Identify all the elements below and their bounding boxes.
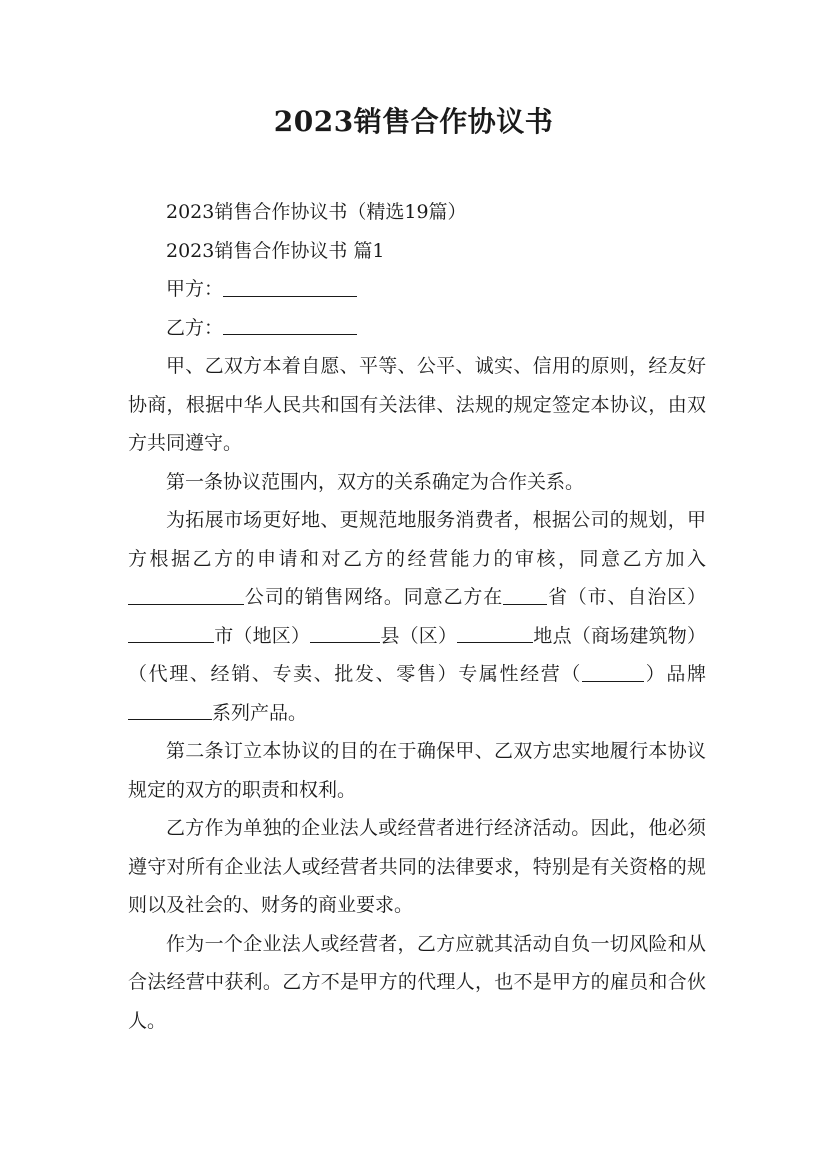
county-blank — [310, 622, 380, 643]
province-blank — [503, 584, 547, 605]
series-blank — [128, 699, 212, 720]
party-b-line — [128, 309, 706, 348]
location-blank — [457, 622, 533, 643]
expand-text-1: 为拓展市场更好地、更规范地服务消费者，根据公司的规划，甲方根据乙方的申请和对乙方的经营能力的审核，同意乙方加入 — [128, 509, 706, 570]
expand-text-8: 系列产品。 — [212, 701, 308, 724]
paragraph-article-1: 第一条协议范围内，双方的关系确定为合作关系。 — [166, 470, 585, 493]
expand-text-6: 地点（商场建筑物）（代理、经销、专卖、批发、零售）专属性经营（ — [128, 624, 706, 685]
expand-text-7: ）品牌 — [644, 663, 706, 685]
party-a-label: 甲方： — [166, 278, 224, 300]
document-subtitle: 2023销售合作协议书（精选19篇） — [166, 201, 467, 223]
city-blank — [128, 622, 214, 643]
brand-blank — [582, 661, 644, 682]
section-heading: 2023销售合作协议书 篇1 — [166, 239, 385, 262]
paragraph-principle: 甲、乙双方本着自愿、平等、公平、诚实、信用的原则，经友好协商，根据中华人民共和国有关法律、法规的规定签定本协议，由双方共同遵守。 — [128, 355, 706, 454]
party-b-label: 乙方： — [166, 316, 224, 339]
party-a-blank — [223, 276, 357, 297]
party-a-line — [128, 270, 706, 309]
expand-text-4: 市（地区） — [214, 624, 311, 647]
party-b-blank — [223, 314, 357, 335]
expand-text-3: 省（市、自治区） — [547, 586, 706, 608]
document-body — [128, 193, 706, 1040]
expand-text-2: 公司的销售网络。同意乙方在 — [244, 586, 504, 608]
document-title: 2023销售合作协议书 — [273, 105, 554, 138]
paragraph-independent: 乙方作为单独的企业法人或经营者进行经济活动。因此，他必须遵守对所有企业法人或经营者共同的法律要求，特别是有关资格的规则以及社会的、财务的商业要求。 — [128, 817, 706, 916]
paragraph-article-2: 第二条订立本协议的目的在于确保甲、乙双方忠实地履行本协议规定的双方的职责和权利。 — [128, 740, 706, 801]
paragraph-expand — [128, 501, 706, 732]
paragraph-risk: 作为一个企业法人或经营者，乙方应就其活动自负一切风险和从合法经营中获利。乙方不是甲方的代理人，也不是甲方的雇员和合伙人。 — [128, 932, 706, 1032]
company-blank — [128, 584, 244, 605]
expand-text-5: 县（区） — [380, 624, 458, 647]
